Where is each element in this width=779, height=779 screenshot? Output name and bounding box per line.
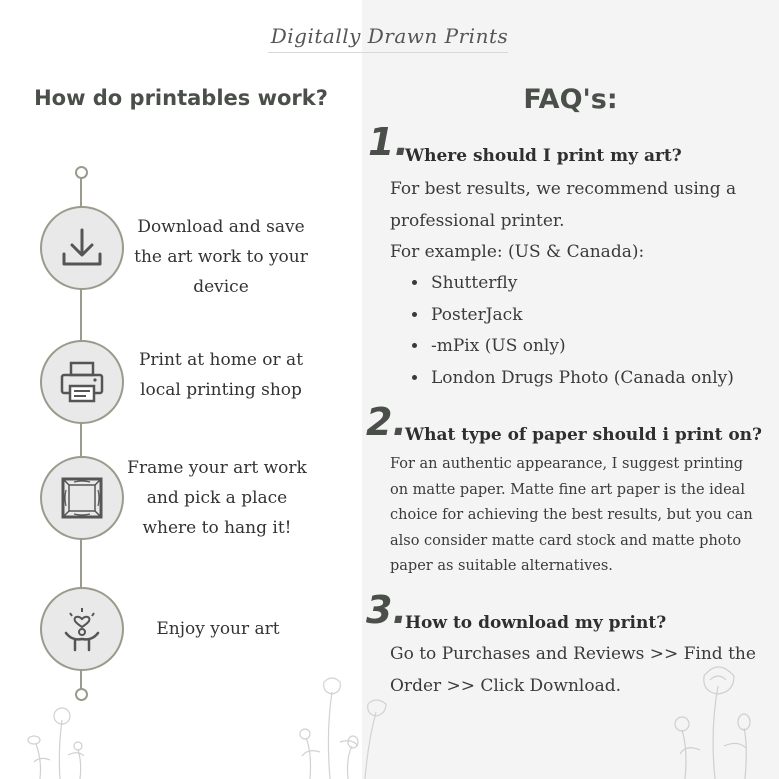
- step-1-text: Download and save the art work to your device: [134, 217, 308, 297]
- list-item: • London Drugs Photo (Canada only): [429, 363, 734, 395]
- list-item: • Shutterfly: [429, 268, 734, 300]
- faq-1-number: 1.: [368, 120, 409, 164]
- faq-1-answer: For best results, we recommend using a professional printer.: [390, 179, 737, 231]
- step-1-circle: [40, 206, 124, 290]
- faq-2-answer: For an authentic appearance, I suggest printing on matte paper. Matte fine art paper is the ideal choice for achieving the best results, but you can also consider matte card stock and matte photo paper as suitable alternatives.: [390, 456, 753, 574]
- step-4-text: Enjoy your art: [156, 619, 280, 639]
- step-3-circle: [40, 456, 124, 540]
- faq-2-number: 2.: [366, 400, 407, 444]
- brand-title: Digitally Drawn Prints: [270, 24, 509, 48]
- printer-options-list: [405, 268, 734, 394]
- list-item: • PosterJack: [429, 300, 734, 332]
- flower-decoration-center: [290, 672, 410, 779]
- faq-3-answer: Go to Purchases and Reviews >> Find the Order >> Click Download.: [390, 644, 756, 696]
- step-2-circle: [40, 340, 124, 424]
- timeline-start-dot: [75, 166, 88, 179]
- list-item: • -mPix (US only): [429, 331, 734, 363]
- step-4-circle: [40, 587, 124, 671]
- faq-1-question: Where should I print my art?: [405, 146, 682, 166]
- printer-icon: [58, 358, 106, 406]
- faq-3-question: How to download my print?: [405, 613, 667, 633]
- faq-2-question: What type of paper should i print on?: [405, 425, 762, 445]
- step-3-text: Frame your art work and pick a place where to hang it!: [127, 458, 307, 538]
- steps-title: How do printables work?: [34, 86, 328, 110]
- person-heart-icon: [58, 605, 106, 653]
- flower-decoration-left: [20, 700, 100, 779]
- brand-underline: [268, 52, 508, 53]
- faq-1-example: For example: (US & Canada):: [390, 242, 645, 262]
- flower-decoration-right: [660, 650, 770, 779]
- step-2-text: Print at home or at local printing shop: [138, 350, 304, 400]
- download-icon: [58, 224, 106, 272]
- frame-icon: [58, 474, 106, 522]
- faq-3-number: 3.: [366, 588, 407, 632]
- faq-title: FAQ's:: [523, 84, 618, 115]
